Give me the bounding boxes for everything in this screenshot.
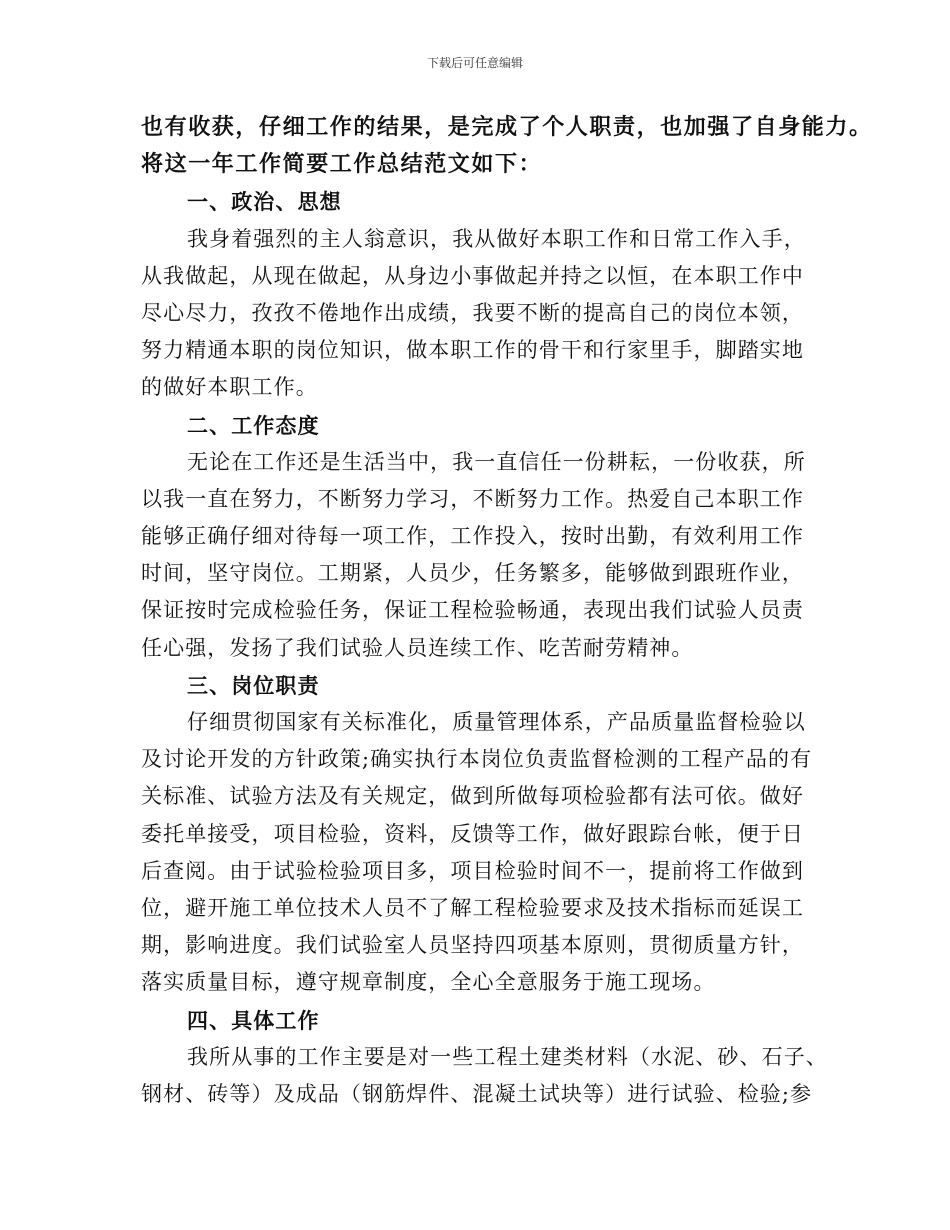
paragraph-line: 能够正确仔细对待每一项工作，工作投入，按时出勤，有效利用工作: [141, 524, 804, 549]
section-heading: 二、工作态度: [187, 412, 320, 438]
section-heading: 一、政治、思想: [187, 189, 342, 215]
paragraph-line: 从我做起，从现在做起，从身边小事做起并持之以恒，在本职工作中: [141, 263, 804, 288]
paragraph-line: 委托单接受，项目检验，资料，反馈等工作，做好跟踪台帐，便于日: [141, 821, 804, 846]
paragraph-line: 我所从事的工作主要是对一些工程土建类材料（水泥、砂、石子、: [187, 1044, 828, 1069]
paragraph-line: 及讨论开发的方针政策;确实执行本岗位负责监督检测的工程产品的有: [141, 747, 813, 772]
paragraph-line: 后查阅。由于试验检验项目多，项目检验时间不一，提前将工作做到: [141, 858, 804, 883]
paragraph-line: 的做好本职工作。: [141, 375, 318, 400]
paragraph-line: 钢材、砖等）及成品（钢筋焊件、混凝土试块等）进行试验、检验;参: [141, 1081, 813, 1106]
intro-line: 也有收获，仔细工作的结果，是完成了个人职责，也加强了自身能力。: [141, 114, 873, 140]
paragraph-line: 保证按时完成检验任务，保证工程检验畅通，表现出我们试验人员责: [141, 598, 804, 623]
paragraph-line: 落实质量目标，遵守规章制度，全心全意服务于施工现场。: [141, 970, 716, 995]
paragraph-line: 位，避开施工单位技术人员不了解工程检验要求及技术指标而延误工: [141, 895, 804, 920]
paragraph-line: 期，影响进度。我们试验室人员坚持四项基本原则，贯彻质量方针，: [141, 933, 804, 958]
paragraph-line: 无论在工作还是生活当中，我一直信任一份耕耘，一份收获，所: [187, 449, 806, 474]
paragraph-line: 尽心尽力，孜孜不倦地作出成绩，我要不断的提高自己的岗位本领，: [141, 300, 804, 325]
paragraph-line: 任心强，发扬了我们试验人员连续工作、吃苦耐劳精神。: [141, 635, 694, 660]
paragraph-line: 时间，坚守岗位。工期紧，人员少，任务繁多，能够做到跟班作业，: [141, 561, 804, 586]
paragraph-line: 我身着强烈的主人翁意识，我从做好本职工作和日常工作入手，: [187, 226, 806, 251]
paragraph-line: 关标准、试验方法及有关规定，做到所做每项检验都有法可依。做好: [141, 784, 804, 809]
document-body: [141, 109, 873, 1113]
section-heading: 四、具体工作: [187, 1007, 320, 1033]
paragraph-line: 以我一直在努力，不断努力学习，不断努力工作。热爱自己本职工作: [141, 486, 804, 511]
page-header: 下载后可任意编辑: [426, 56, 523, 70]
paragraph-line: 仔细贯彻国家有关标准化，质量管理体系，产品质量监督检验以: [187, 710, 806, 734]
section-heading: 三、岗位职责: [187, 672, 320, 698]
paragraph-line: 努力精通本职的岗位知识，做本职工作的骨干和行家里手，脚踏实地: [141, 338, 804, 363]
intro-line: 将这一年工作简要工作总结范文如下：: [141, 151, 543, 178]
